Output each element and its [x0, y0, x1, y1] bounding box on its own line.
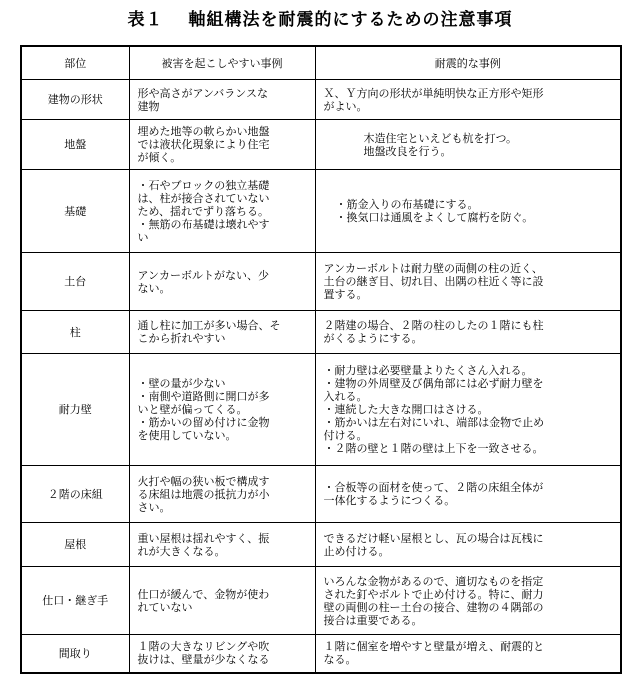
resistant-line: できるだけ軽い屋根とし、瓦の場合は瓦桟に	[323, 531, 544, 545]
damage-line: れていない	[137, 600, 193, 614]
resistant-cell	[315, 354, 621, 466]
resistant-line: ・合板等の面材を使って、２階の床組全体が	[323, 481, 544, 494]
damage-line: ・筋かいの留め付けに金物	[137, 416, 270, 429]
table-row	[21, 466, 621, 523]
resistant-line: がよい。	[323, 99, 368, 113]
table-row	[21, 120, 621, 170]
resistant-line: Ｘ、Ｙ方向の形状が単純明快な正方形や矩形	[323, 86, 544, 100]
resistant-cell	[315, 120, 621, 170]
damage-line: 抜けは、壁量が少なくなる	[137, 653, 270, 667]
damage-line: 通し柱に加工が多い場合、そ	[137, 319, 281, 332]
damage-line: 埋めた地等の軟らかい地盤	[137, 125, 270, 138]
resistant-cell	[315, 80, 621, 120]
resistant-line: ・筋金入りの布基礎にする。	[335, 198, 479, 211]
damage-line: 建物	[137, 99, 160, 113]
part-cell: 耐力壁	[21, 354, 129, 466]
part-cell: ２階の床組	[21, 466, 129, 523]
resistant-line: ・筋かいは左右対にいれ、端部は金物で止め	[323, 416, 545, 429]
damage-line: ない。	[137, 281, 171, 295]
resistant-line: 置する。	[323, 288, 368, 301]
resistant-line: 入れる。	[323, 390, 368, 403]
resistant-line: 地盤改良を行う。	[363, 144, 452, 158]
damage-line: こから折れやすい	[137, 332, 226, 345]
damage-line: さい。	[137, 500, 171, 514]
header-resistant-cases: 耐震的な事例	[315, 46, 621, 80]
damage-line: では液状化現象により住宅	[137, 138, 270, 151]
damage-line: ため、揺れでずり落ちる。	[137, 204, 270, 218]
damage-line: 火打や幅の狭い板で構成す	[137, 474, 270, 488]
damage-line: は、柱が接合されていない	[137, 191, 270, 205]
damage-cell	[129, 523, 315, 567]
seismic-notes-table	[20, 45, 622, 674]
resistant-line: 接合は重要である。	[323, 613, 423, 627]
damage-line: ・壁の量が少ない	[137, 377, 226, 390]
resistant-line: ・建物の外周壁及び偶角部には必ず耐力壁を	[323, 377, 544, 390]
part-cell: 地盤	[21, 120, 129, 170]
table-row	[21, 635, 621, 673]
part-cell: 建物の形状	[21, 80, 129, 120]
damage-line: １階の大きなリビングや吹	[137, 640, 270, 654]
table-row	[21, 170, 621, 253]
part-cell: 間取り	[21, 635, 129, 673]
resistant-line: 壁の両側の柱ー土台の接合、建物の４隅部の	[323, 600, 544, 614]
damage-cell	[129, 635, 315, 673]
part-cell: 土台	[21, 253, 129, 311]
table-row	[21, 354, 621, 466]
damage-line: 仕口が緩んで、金物が使わ	[137, 587, 270, 601]
resistant-line: 木造住宅といえども杭を打つ。	[363, 131, 518, 145]
resistant-cell	[315, 253, 621, 311]
part-cell: 基礎	[21, 170, 129, 253]
header-damage-cases: 被害を起こしやすい事例	[129, 46, 315, 80]
damage-cell	[129, 354, 315, 466]
damage-cell	[129, 311, 315, 354]
damage-cell	[129, 170, 315, 253]
resistant-line: いろんな金物があるので、適切なものを指定	[323, 574, 544, 588]
damage-line: を使用していない。	[137, 429, 237, 442]
resistant-cell	[315, 523, 621, 567]
damage-line: ・南側や道路側に開口が多	[137, 390, 270, 403]
table-row	[21, 567, 621, 635]
resistant-line: がくるようにする。	[323, 332, 423, 345]
resistant-line: ・換気口は通風をよくして腐朽を防ぐ。	[335, 211, 534, 224]
resistant-line: 付ける。	[323, 429, 368, 442]
part-cell: 仕口・継ぎ手	[21, 567, 129, 635]
header-row	[21, 46, 621, 80]
table-row	[21, 311, 621, 354]
resistant-line: なる。	[323, 653, 357, 667]
resistant-line: アンカーボルトは耐力壁の両側の柱の近く、	[323, 262, 543, 275]
damage-line: れが大きくなる。	[137, 544, 226, 558]
resistant-cell	[315, 170, 621, 253]
resistant-line: 止め付ける。	[323, 544, 390, 558]
damage-line: 形や高さがアンバランスな	[137, 86, 268, 100]
damage-line: ・無筋の布基礎は壊れやす	[137, 217, 270, 231]
table-row	[21, 523, 621, 567]
table-title: 表１ 軸組構法を耐震的にするための注意事項	[127, 10, 513, 30]
table-row	[21, 253, 621, 311]
resistant-line: 土台の継ぎ目、切れ目、出隅の柱近く等に設	[323, 275, 544, 288]
resistant-line: １階に個室を増やすと壁量が増え、耐震的と	[323, 640, 545, 654]
damage-line: る床組は地震の抵抗力が小	[137, 487, 270, 501]
damage-line: アンカーボルトがない、少	[137, 268, 270, 282]
damage-line: が傾く。	[137, 151, 182, 164]
resistant-line: ・２階の壁と１階の壁は上下を一致させる。	[323, 442, 544, 455]
damage-cell	[129, 80, 315, 120]
damage-line: ・石やブロックの独立基礎	[137, 178, 270, 192]
damage-cell	[129, 120, 315, 170]
damage-line: い	[137, 230, 149, 244]
damage-line: 重い屋根は揺れやすく、振	[137, 531, 270, 545]
resistant-line: ・耐力壁は必要壁量よりたくさん入れる。	[323, 364, 533, 377]
resistant-cell	[315, 311, 621, 354]
damage-cell	[129, 567, 315, 635]
resistant-cell	[315, 635, 621, 673]
damage-line: いと壁が偏ってくる。	[137, 403, 248, 416]
damage-cell	[129, 466, 315, 523]
resistant-cell	[315, 466, 621, 523]
part-cell: 屋根	[21, 523, 129, 567]
resistant-cell	[315, 567, 621, 635]
table-row	[21, 80, 621, 120]
header-part: 部位	[21, 46, 129, 80]
damage-cell	[129, 253, 315, 311]
resistant-line: ・連続した大きな開口はさける。	[323, 403, 489, 416]
part-cell: 柱	[21, 311, 129, 354]
resistant-line: 一体化するようにつくる。	[323, 494, 456, 507]
resistant-line: された釘やボルトで止め付ける。特に、耐力	[323, 587, 544, 601]
resistant-line: ２階建の場合、２階の柱のしたの１階にも柱	[323, 319, 544, 332]
